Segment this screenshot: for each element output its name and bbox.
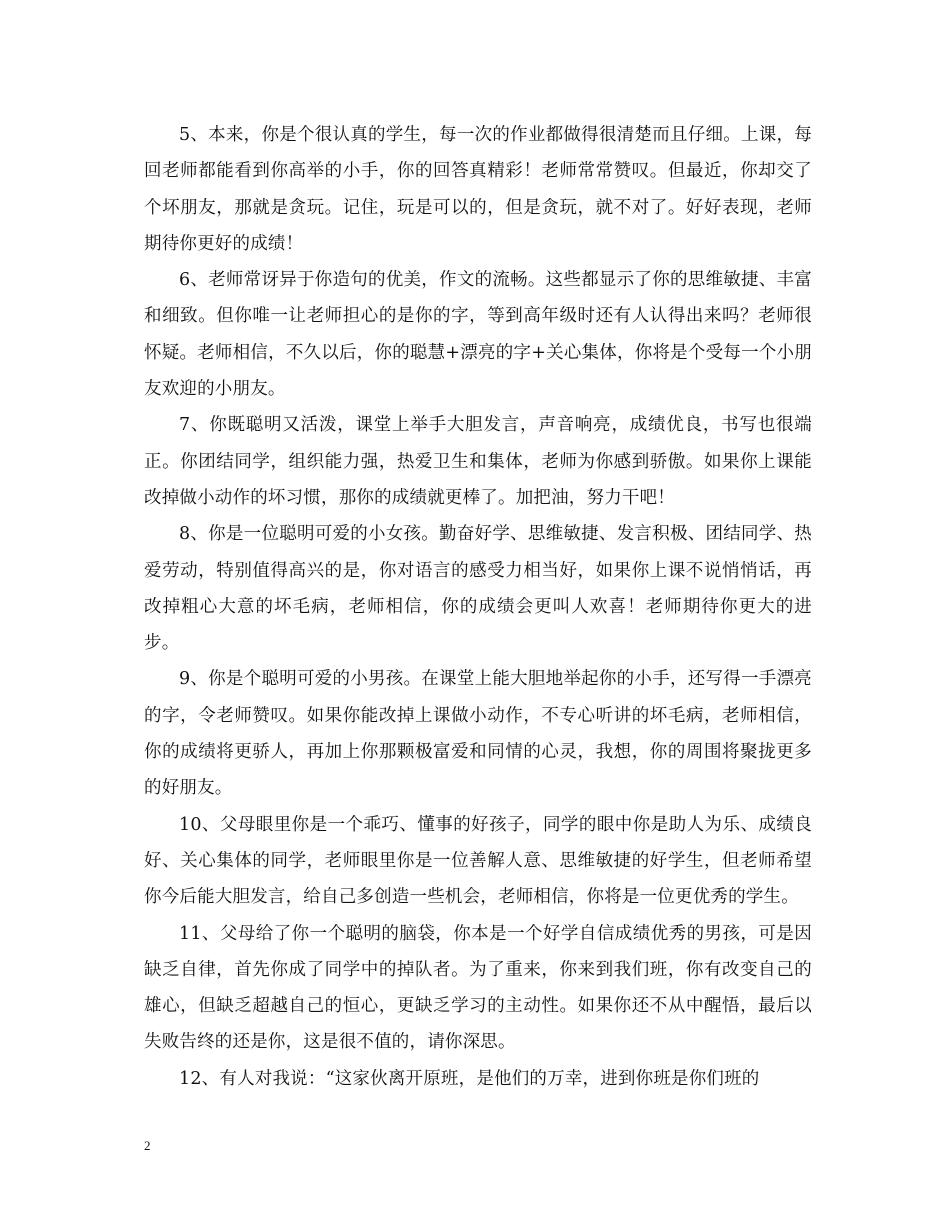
paragraph-comment-7: 7、你既聪明又活泼，课堂上举手大胆发言，声音响亮，成绩优良，书写也很端正。你团结同学，组织能力强，热爱卫生和集体，老师为你感到骄傲。如果你上课能改掉做小动作的坏习惯，那你的成绩就更棒了。加把油，努力干吧！ [144,415,812,508]
paragraph-comment-9: 9、你是个聪明可爱的小男孩。在课堂上能大胆地举起你的小手，还写得一手漂亮的字，令老师赞叹。如果你能改掉上课做小动作，不专心听讲的坏毛病，老师相信，你的成绩将更骄人，再加上你那颗极富爱和同情的心灵，我想，你的周围将聚拢更多的好朋友。 [144,669,812,799]
paragraph-comment-12: 12、有人对我说：“这家伙离开原班，是他们的万幸，进到你班是你们班的 [179,1068,760,1089]
paragraph-comment-10: 10、父母眼里你是一个乖巧、懂事的好孩子，同学的眼中你是助人为乐、成绩良好、关心集体的同学，老师眼里你是一位善解人意、思维敏捷的好学生，但老师希望你今后能大胆发言，给自己多创造一些机会，老师相信，你将是一位更优秀的学生。 [144,814,812,908]
paragraph-comment-11: 11、父母给了你一个聪明的脑袋，你本是一个好学自信成绩优秀的男孩，可是因缺乏自律，首先你成了同学中的掉队者。为了重来，你来到我们班，你有改变自己的雄心，但缺乏超越自己的恒心，更缺乏学习的主动性。如果你还不从中醒悟，最后以失败告终的还是你，这是很不值的，请你深思。 [144,923,812,1053]
paragraph-comment-6: 6、老师常讶异于你造句的优美，作文的流畅。这些都显示了你的思维敏捷、丰富和细致。但你唯一让老师担心的是你的字，等到高年级时还有人认得出来吗？老师很怀疑。老师相信，不久以后，你的聪慧+漂亮的字+关心集体，你将是个受每一个小朋友欢迎的小朋友。 [144,270,812,400]
paragraph-comment-5: 5、本来，你是个很认真的学生，每一次的作业都做得很清楚而且仔细。上课，每回老师都能看到你高举的小手，你的回答真精彩！老师常常赞叹。但最近，你却交了个坏朋友，那就是贪玩。记住，玩是可以的，但是贪玩，就不对了。好好表现，老师期待你更好的成绩！ [144,125,812,254]
paragraph-comment-8: 8、你是一位聪明可爱的小女孩。勤奋好学、思维敏捷、发言积极、团结同学、热爱劳动，特别值得高兴的是，你对语言的感受力相当好，如果你上课不说悄悄话，再改掉粗心大意的坏毛病，老师相信，你的成绩会更叫人欢喜！老师期待你更大的进步。 [144,524,812,654]
page-number: 2 [144,1138,151,1153]
document-body [144,117,812,1097]
